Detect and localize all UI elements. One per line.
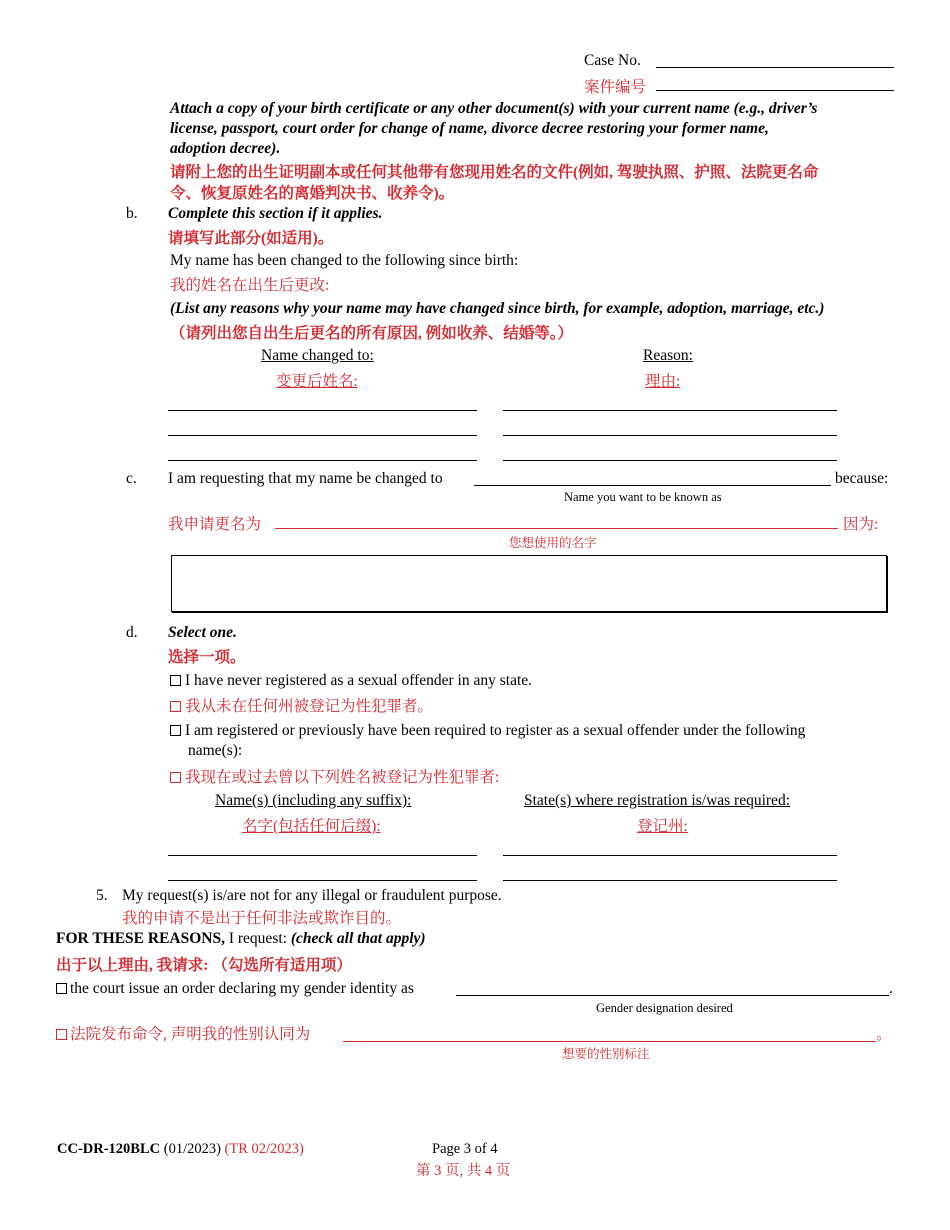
states-header: State(s) where registration is/was required: (524, 792, 790, 809)
new-name-field[interactable] (474, 485, 831, 486)
name-changed-field-3[interactable] (168, 460, 477, 461)
gender-field-zh[interactable] (343, 1041, 876, 1042)
gender-label: the court issue an order declaring my gender identity as (70, 980, 414, 997)
item-5-text-zh: 我的申请不是出于任何非法或欺诈目的。 (122, 910, 402, 927)
reason-header: Reason: (643, 347, 693, 364)
form-id: CC-DR-120BLC (57, 1141, 161, 1157)
name-changed-to-header-zh: 变更后姓名: (276, 373, 358, 390)
for-these-reasons-zh (56, 953, 352, 975)
registered-state-field-2[interactable] (503, 880, 837, 881)
section-b-title-zh: 请填写此部分(如适用)。 (168, 230, 334, 247)
section-c-letter: c. (126, 470, 137, 487)
reason-field-1[interactable] (503, 410, 837, 411)
case-number-field[interactable] (656, 67, 894, 68)
registered-label-zh: 我现在或过去曾以下列姓名被登记为性犯罪者: (185, 769, 500, 786)
attach-instruction-line3: adoption decree). (170, 140, 281, 157)
section-b-letter: b. (126, 205, 138, 222)
new-name-field-zh[interactable] (275, 528, 838, 529)
name-changed-field-2[interactable] (168, 435, 477, 436)
section-c-text: I am requesting that my name be changed to (168, 470, 443, 487)
attach-instruction-zh1: 请附上您的出生证明副本或任何其他带有您现用姓名的文件(例如, 驾驶执照、护照、法院更名命 (170, 164, 819, 181)
attach-instruction-line1: Attach a copy of your birth certificate or any other document(s) with your current name (e.g., driver’s (170, 100, 818, 117)
section-d-title-zh: 选择一项。 (168, 649, 246, 666)
attach-instruction-zh2: 令、恢复原姓名的离婚判决书、收养令)。 (170, 185, 455, 202)
never-registered-checkbox-zh[interactable] (170, 701, 181, 712)
registered-label-line2: name(s): (188, 742, 243, 759)
gender-hint-zh: 想要的性别标注 (562, 1047, 650, 1061)
form-translation-date: (TR 02/2023) (220, 1141, 304, 1157)
for-these-reasons-italic: (check all that apply) (290, 930, 426, 947)
gender-option-zh[interactable] (56, 1022, 310, 1044)
for-these-reasons-zh-normal: 我请求: (152, 957, 213, 974)
attach-instruction-line2: license, passport, court order for change of name, divorce decree restoring your former name, (170, 120, 769, 137)
gender-period: . (889, 980, 893, 997)
section-d-title: Select one. (168, 624, 237, 641)
page-number: Page 3 of 4 (432, 1141, 498, 1157)
gender-checkbox[interactable] (56, 983, 67, 994)
registered-checkbox-zh[interactable] (170, 772, 181, 783)
section-c-text-zh: 我申请更名为 (168, 516, 262, 533)
section-b-statement-zh: 我的姓名在出生后更改: (170, 277, 330, 294)
never-registered-option-zh[interactable] (170, 694, 433, 716)
reason-header-zh: 理由: (645, 373, 681, 390)
for-these-reasons (56, 930, 426, 948)
registered-option-zh[interactable] (170, 765, 499, 787)
for-these-reasons-zh-bold: 出于以上理由, (56, 957, 153, 974)
registered-checkbox[interactable] (170, 725, 181, 736)
new-name-hint: Name you want to be known as (564, 490, 722, 504)
section-b-statement: My name has been changed to the following since birth: (170, 252, 519, 269)
reason-field-2[interactable] (503, 435, 837, 436)
names-header: Name(s) (including any suffix): (215, 792, 412, 809)
case-number-label: Case No. (584, 52, 641, 69)
for-these-reasons-bold: FOR THESE REASONS, (56, 930, 225, 947)
section-c-because-zh: 因为: (843, 516, 879, 533)
form-footer-id (57, 1141, 304, 1158)
never-registered-checkbox[interactable] (170, 675, 181, 686)
for-these-reasons-zh-italic: （勾选所有适用项） (212, 957, 352, 974)
for-these-reasons-normal: I request: (224, 930, 291, 947)
section-b-list-reasons-zh: （请列出您自出生后更名的所有原因, 例如收养、结婚等。） (170, 325, 574, 342)
section-b-list-reasons: (List any reasons why your name may have changed since birth, for example, adoption, marriage, etc.) (170, 300, 825, 317)
never-registered-label: I have never registered as a sexual offender in any state. (185, 672, 533, 689)
never-registered-label-zh: 我从未在任何州被登记为性犯罪者。 (185, 698, 434, 715)
gender-option[interactable] (56, 980, 414, 998)
names-header-zh: 名字(包括任何后缀): (242, 818, 381, 835)
gender-hint: Gender designation desired (596, 1001, 733, 1015)
gender-checkbox-zh[interactable] (56, 1029, 67, 1040)
never-registered-option[interactable] (170, 672, 532, 690)
registered-option[interactable] (170, 722, 805, 740)
form-date: (01/2023) (160, 1141, 221, 1157)
item-5-text: My request(s) is/are not for any illegal or fraudulent purpose. (122, 887, 502, 904)
case-number-field-zh[interactable] (656, 90, 894, 91)
case-number-label-zh: 案件编号 (584, 79, 647, 96)
section-d-letter: d. (126, 624, 138, 641)
gender-period-zh: 。 (876, 1026, 892, 1043)
registered-state-field-1[interactable] (503, 855, 837, 856)
states-header-zh: 登记州: (637, 818, 688, 835)
registered-label-line1: I am registered or previously have been required to register as a sexual offender under the following (185, 722, 806, 739)
item-5-number: 5. (96, 887, 108, 904)
reason-field-3[interactable] (503, 460, 837, 461)
gender-field[interactable] (456, 995, 889, 996)
page-number-zh: 第 3 页, 共 4 页 (416, 1163, 511, 1179)
section-c-because: because: (835, 470, 889, 487)
reason-textbox[interactable] (171, 555, 887, 612)
registered-name-field-1[interactable] (168, 855, 477, 856)
new-name-hint-zh: 您想使用的名字 (509, 536, 597, 550)
name-changed-field-1[interactable] (168, 410, 477, 411)
gender-label-zh: 法院发布命令, 声明我的性别认同为 (70, 1026, 311, 1043)
name-changed-to-header: Name changed to: (261, 347, 374, 364)
section-b-title: Complete this section if it applies. (168, 205, 383, 222)
registered-name-field-2[interactable] (168, 880, 477, 881)
